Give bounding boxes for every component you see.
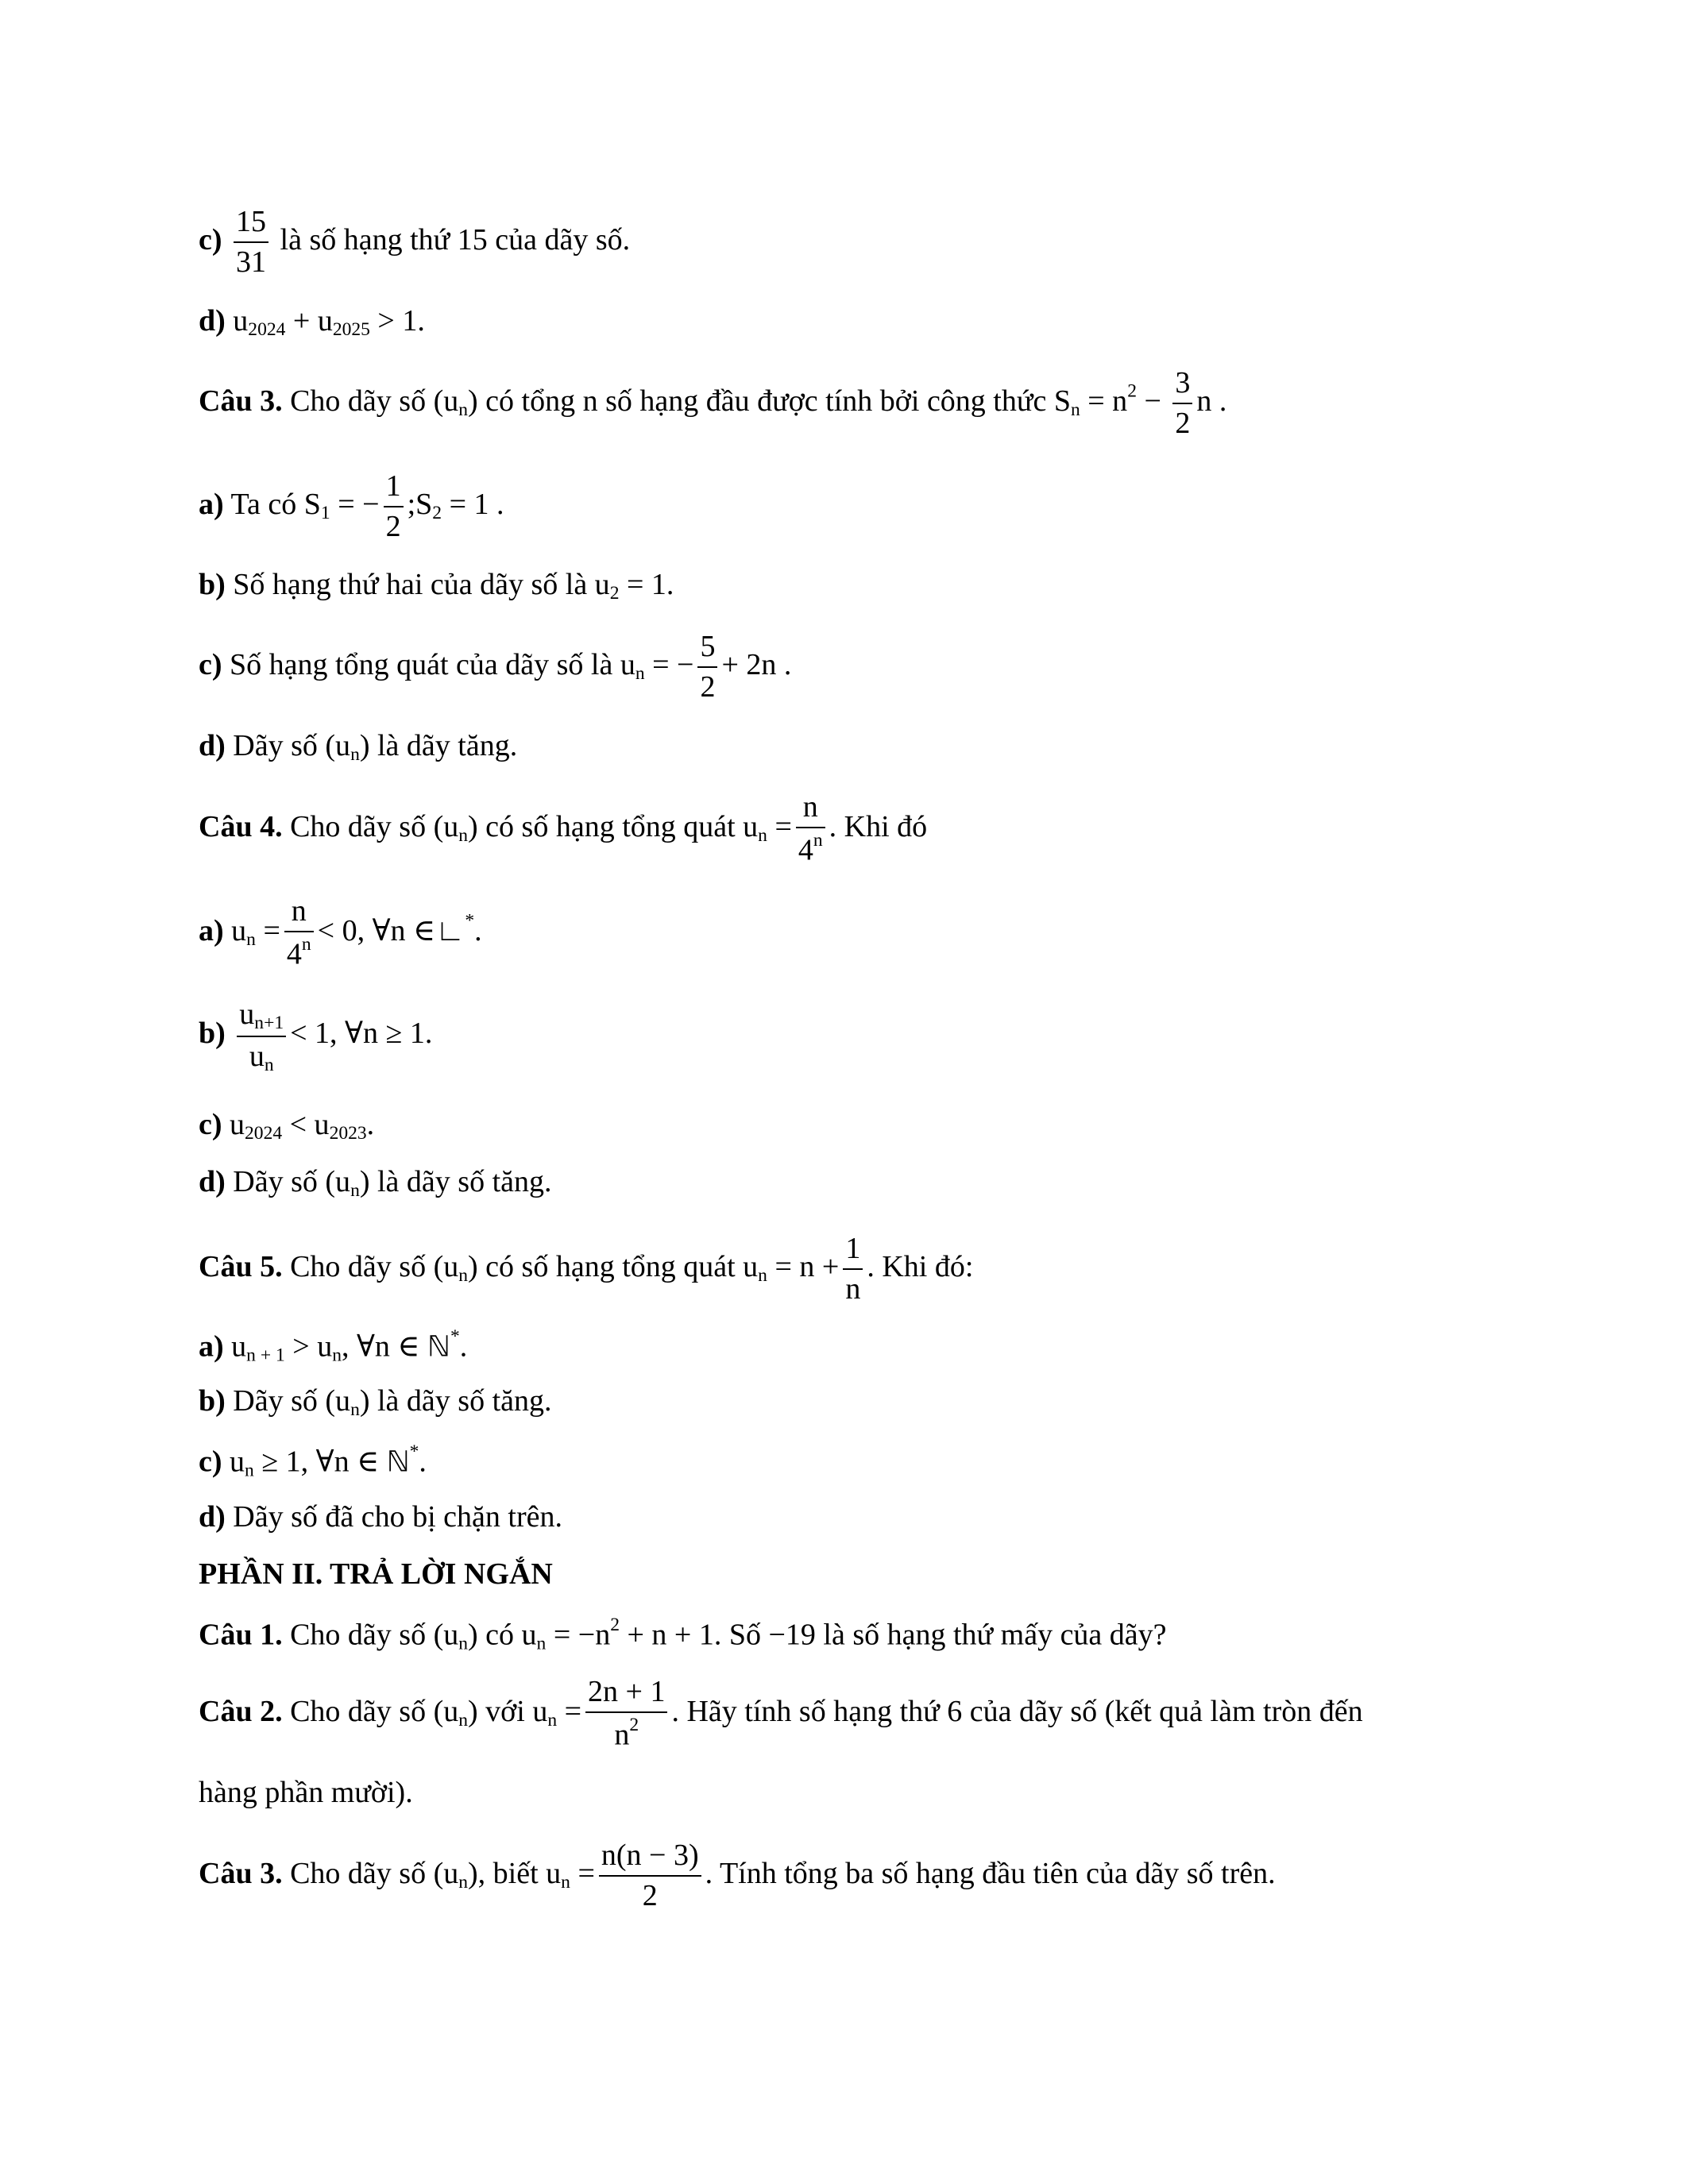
part2-q2: Câu 2. Cho dãy số $(u_n)$ với $u_n$ = $\frac{2n + 1}{n^2}$ . Hãy tính số hạng thứ 6 của dãy số (kết quả làm tròn đến — [199, 1673, 1363, 1755]
question-label: Câu 4. — [199, 809, 283, 843]
q5-option-c: c) $u_n \ge 1$, ∀n ∈ ℕ*. — [199, 1441, 427, 1481]
fraction: $\frac{n(n - 3)}{2}$ — [599, 1836, 701, 1916]
fraction: $\frac{2n + 1}{n^2}$ — [585, 1673, 667, 1755]
q2-option-c — [199, 203, 630, 283]
option-text: là số hạng thứ 15 của dãy số. — [280, 223, 631, 257]
q5-option-d: d) Dãy số đã cho bị chặn trên. — [199, 1500, 562, 1534]
fraction: $\frac{5}{2}$ — [697, 627, 717, 708]
q4-option-c: c) $u_{2024} < u_{2023}$. — [199, 1108, 375, 1144]
fraction: $\frac{1}{2}$ — [384, 467, 404, 547]
option-label: c) — [199, 223, 222, 257]
q4-option-d: d) Dãy số $(u_n)$ là dãy số tăng. — [199, 1165, 552, 1201]
q3-stem: Câu 3. Cho dãy số $(u_n)$ có tổng n số hạng đầu được tính bởi công thức $S_n = n^2$ − $\frac{3}{2}$ n . — [199, 364, 1226, 444]
question-label: Câu 3. — [199, 1857, 283, 1891]
q3-option-c: c) Số hạng tổng quát của dãy số là $u_n$ = − $\frac{5}{2}$ + 2n . — [199, 627, 791, 708]
part2-q3: Câu 3. Cho dãy số $(u_n)$, biết $u_n$ = $\frac{n(n - 3)}{2}$ . Tính tổng ba số hạng đầu tiên của dãy số trên. — [199, 1836, 1276, 1916]
q5-option-a: a) $u_{n + 1} > u_n$, ∀n ∈ ℕ*. — [199, 1326, 468, 1366]
q2-option-d: d) $u_{2024} + u_{2025} > 1$. — [199, 304, 425, 340]
q5-stem: Câu 5. Cho dãy số $(u_n)$ có số hạng tổng quát $u_n = n$ + $\frac{1}{n}$ . Khi đó: — [199, 1229, 973, 1310]
fraction: $\frac{3}{2}$ — [1172, 364, 1192, 444]
part2-q1: Câu 1. Cho dãy số $(u_n)$ có $u_n = -n^2 + n + 1$. Số −19 là số hạng thứ mấy của dãy? — [199, 1615, 1167, 1654]
section-heading: PHẦN II. TRẢ LỜI NGẮN — [199, 1557, 553, 1591]
part2-q2-continuation: hàng phần mười). — [199, 1776, 413, 1809]
question-label: Câu 2. — [199, 1694, 283, 1728]
fraction: $\frac{15}{31}$ — [234, 203, 268, 283]
question-label: Câu 1. — [199, 1618, 283, 1652]
fraction: $\frac{n}{4^n}$ — [796, 788, 825, 870]
q4-option-b: b) $\frac{u_{n+1}}{u_n}$ < 1, ∀n ≥ 1. — [199, 995, 432, 1077]
fraction: $\frac{u_{n+1}}{u_n}$ — [237, 995, 286, 1077]
q3-option-d: d) Dãy số $(u_n)$ là dãy tăng. — [199, 729, 518, 765]
question-label: Câu 3. — [199, 384, 283, 419]
fraction: $\frac{n}{4^n}$ — [284, 892, 314, 974]
q5-option-b: b) Dãy số $(u_n)$ là dãy số tăng. — [199, 1384, 552, 1420]
q3-option-b: b) Số hạng thứ hai của dãy số là $u_2 = 1$. — [199, 568, 674, 604]
q4-stem: Câu 4. Cho dãy số $(u_n)$ có số hạng tổng quát $u_n$ = $\frac{n}{4^n}$ . Khi đó — [199, 788, 927, 870]
question-label: Câu 5. — [199, 1250, 283, 1284]
q3-option-a: a) Ta có $S_1$ = − $\frac{1}{2}$ $;S_2 = 1$ . — [199, 467, 504, 547]
fraction: $\frac{1}{n}$ — [843, 1229, 863, 1310]
q4-option-a: a) $u_n$ = $\frac{n}{4^n}$ < 0, ∀n ∈∟*. — [199, 892, 482, 974]
